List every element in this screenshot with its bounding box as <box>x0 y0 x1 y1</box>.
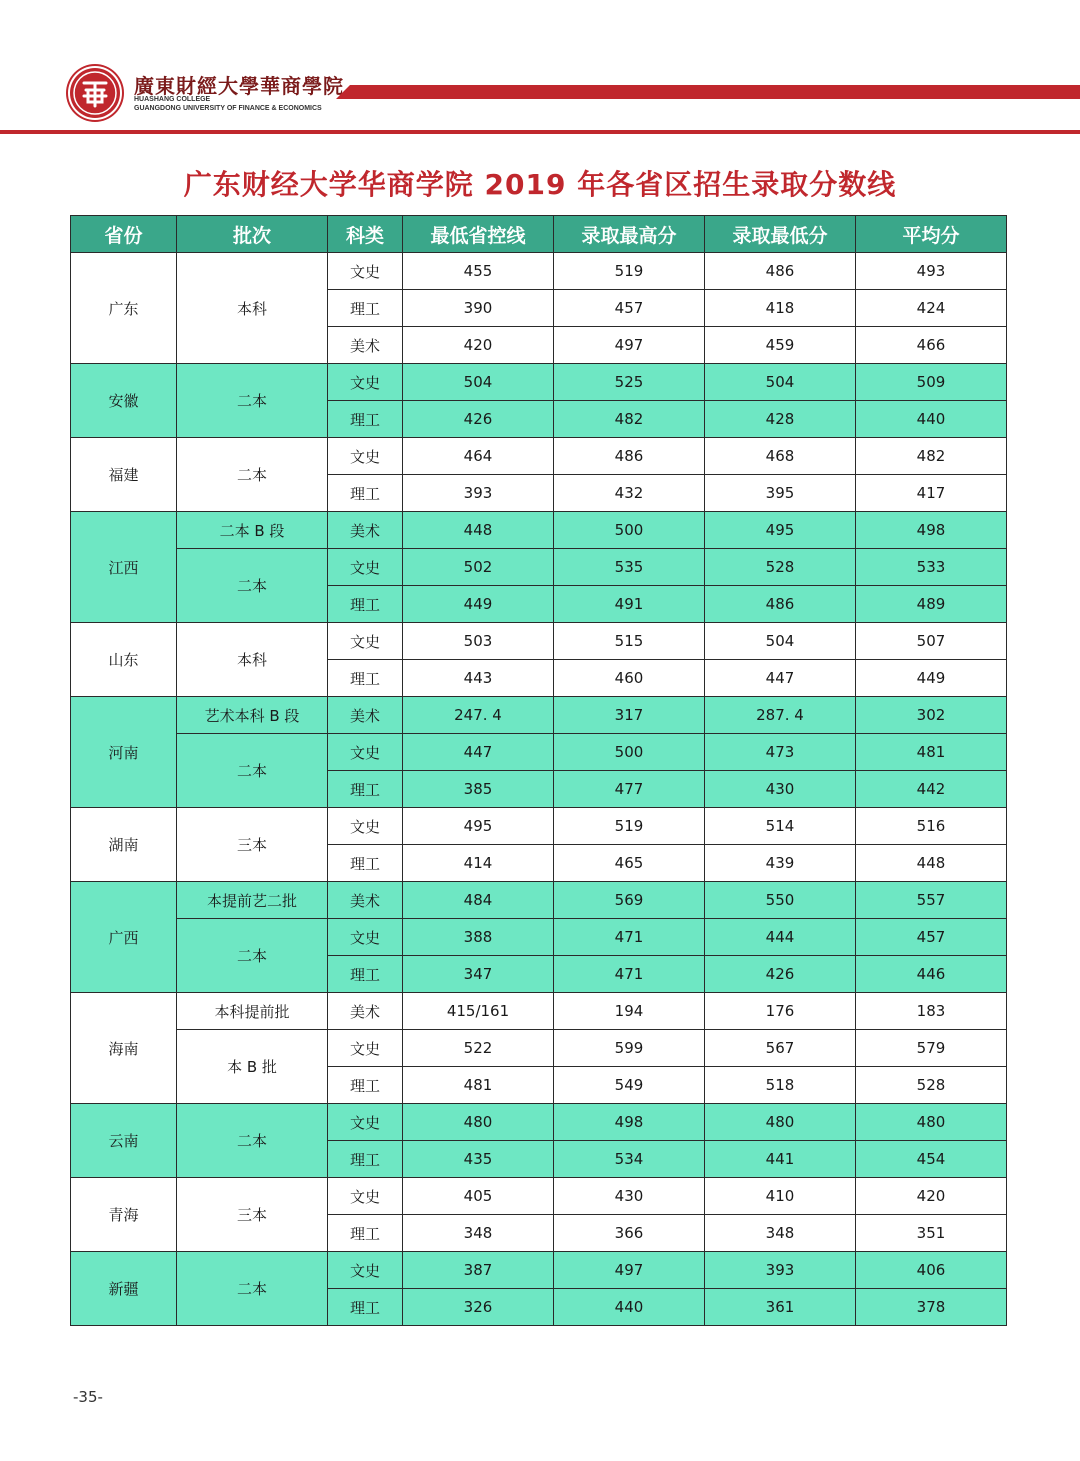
min-control-line-cell: 426 <box>403 401 554 438</box>
min-score-cell: 473 <box>705 734 856 771</box>
min-score-cell: 550 <box>705 882 856 919</box>
min-score-cell: 486 <box>705 253 856 290</box>
batch-cell: 三本 <box>177 1178 328 1252</box>
batch-cell: 二本 B 段 <box>177 512 328 549</box>
min-score-cell: 504 <box>705 364 856 401</box>
avg-score-cell: 302 <box>856 697 1007 734</box>
category-cell: 文史 <box>328 1030 403 1067</box>
max-score-cell: 549 <box>554 1067 705 1104</box>
province-cell: 新疆 <box>71 1252 177 1326</box>
max-score-cell: 519 <box>554 253 705 290</box>
table-row <box>71 623 1007 660</box>
table-row <box>71 1030 1007 1067</box>
table-body <box>71 253 1007 1326</box>
table-row <box>71 1252 1007 1289</box>
col-header-category: 科类 <box>328 216 403 253</box>
table-row <box>71 253 1007 290</box>
min-score-cell: 468 <box>705 438 856 475</box>
min-control-line-cell: 447 <box>403 734 554 771</box>
max-score-cell: 432 <box>554 475 705 512</box>
batch-cell: 二本 <box>177 1252 328 1326</box>
table-row <box>71 364 1007 401</box>
min-score-cell: 528 <box>705 549 856 586</box>
category-cell: 文史 <box>328 623 403 660</box>
category-cell: 文史 <box>328 364 403 401</box>
min-score-cell: 441 <box>705 1141 856 1178</box>
table-row <box>71 512 1007 549</box>
avg-score-cell: 448 <box>856 845 1007 882</box>
min-control-line-cell: 443 <box>403 660 554 697</box>
batch-cell: 三本 <box>177 808 328 882</box>
avg-score-cell: 442 <box>856 771 1007 808</box>
batch-cell: 本科 <box>177 623 328 697</box>
college-logo-icon <box>70 68 120 118</box>
min-control-line-cell: 420 <box>403 327 554 364</box>
admission-scores-table <box>70 215 1007 1326</box>
max-score-cell: 457 <box>554 290 705 327</box>
avg-score-cell: 424 <box>856 290 1007 327</box>
min-control-line-cell: 480 <box>403 1104 554 1141</box>
max-score-cell: 440 <box>554 1289 705 1326</box>
category-cell: 文史 <box>328 1178 403 1215</box>
max-score-cell: 500 <box>554 734 705 771</box>
max-score-cell: 366 <box>554 1215 705 1252</box>
category-cell: 理工 <box>328 845 403 882</box>
max-score-cell: 500 <box>554 512 705 549</box>
min-control-line-cell: 449 <box>403 586 554 623</box>
category-cell: 理工 <box>328 1067 403 1104</box>
avg-score-cell: 498 <box>856 512 1007 549</box>
max-score-cell: 535 <box>554 549 705 586</box>
min-score-cell: 361 <box>705 1289 856 1326</box>
min-control-line-cell: 502 <box>403 549 554 586</box>
min-control-line-cell: 247. 4 <box>403 697 554 734</box>
min-score-cell: 418 <box>705 290 856 327</box>
min-score-cell: 410 <box>705 1178 856 1215</box>
table-row <box>71 808 1007 845</box>
min-control-line-cell: 495 <box>403 808 554 845</box>
max-score-cell: 471 <box>554 956 705 993</box>
table-row <box>71 1178 1007 1215</box>
min-control-line-cell: 393 <box>403 475 554 512</box>
min-score-cell: 430 <box>705 771 856 808</box>
min-control-line-cell: 481 <box>403 1067 554 1104</box>
avg-score-cell: 516 <box>856 808 1007 845</box>
min-control-line-cell: 448 <box>403 512 554 549</box>
min-score-cell: 439 <box>705 845 856 882</box>
max-score-cell: 477 <box>554 771 705 808</box>
batch-cell: 本 B 批 <box>177 1030 328 1104</box>
category-cell: 理工 <box>328 475 403 512</box>
category-cell: 美术 <box>328 993 403 1030</box>
header-red-rule <box>0 130 1080 134</box>
max-score-cell: 534 <box>554 1141 705 1178</box>
max-score-cell: 497 <box>554 1252 705 1289</box>
min-score-cell: 480 <box>705 1104 856 1141</box>
avg-score-cell: 493 <box>856 253 1007 290</box>
batch-cell: 本科提前批 <box>177 993 328 1030</box>
min-control-line-cell: 388 <box>403 919 554 956</box>
avg-score-cell: 579 <box>856 1030 1007 1067</box>
min-score-cell: 428 <box>705 401 856 438</box>
province-cell: 湖南 <box>71 808 177 882</box>
min-control-line-cell: 390 <box>403 290 554 327</box>
avg-score-cell: 482 <box>856 438 1007 475</box>
batch-cell: 本提前艺二批 <box>177 882 328 919</box>
college-name-en-1: HUASHANG COLLEGE <box>134 96 211 103</box>
min-score-cell: 444 <box>705 919 856 956</box>
table-row <box>71 993 1007 1030</box>
avg-score-cell: 406 <box>856 1252 1007 1289</box>
min-score-cell: 486 <box>705 586 856 623</box>
batch-cell: 艺术本科 B 段 <box>177 697 328 734</box>
avg-score-cell: 557 <box>856 882 1007 919</box>
province-cell: 江西 <box>71 512 177 623</box>
max-score-cell: 471 <box>554 919 705 956</box>
category-cell: 文史 <box>328 1104 403 1141</box>
category-cell: 理工 <box>328 1215 403 1252</box>
min-score-cell: 459 <box>705 327 856 364</box>
table-row <box>71 438 1007 475</box>
batch-cell: 二本 <box>177 1104 328 1178</box>
avg-score-cell: 417 <box>856 475 1007 512</box>
page-title: 广东财经大学华商学院 2019 年各省区招生录取分数线 <box>183 168 897 201</box>
min-control-line-cell: 405 <box>403 1178 554 1215</box>
category-cell: 理工 <box>328 1289 403 1326</box>
avg-score-cell: 466 <box>856 327 1007 364</box>
category-cell: 美术 <box>328 882 403 919</box>
min-score-cell: 426 <box>705 956 856 993</box>
max-score-cell: 519 <box>554 808 705 845</box>
category-cell: 理工 <box>328 660 403 697</box>
province-cell: 云南 <box>71 1104 177 1178</box>
page-header <box>0 0 1080 140</box>
category-cell: 文史 <box>328 549 403 586</box>
table-row <box>71 919 1007 956</box>
max-score-cell: 486 <box>554 438 705 475</box>
min-score-cell: 447 <box>705 660 856 697</box>
min-control-line-cell: 435 <box>403 1141 554 1178</box>
table-row <box>71 1104 1007 1141</box>
batch-cell: 二本 <box>177 734 328 808</box>
avg-score-cell: 509 <box>856 364 1007 401</box>
category-cell: 文史 <box>328 1252 403 1289</box>
avg-score-cell: 528 <box>856 1067 1007 1104</box>
min-control-line-cell: 522 <box>403 1030 554 1067</box>
province-cell: 安徽 <box>71 364 177 438</box>
batch-cell: 本科 <box>177 253 328 364</box>
min-score-cell: 514 <box>705 808 856 845</box>
category-cell: 文史 <box>328 734 403 771</box>
province-cell: 青海 <box>71 1178 177 1252</box>
min-control-line-cell: 347 <box>403 956 554 993</box>
min-control-line-cell: 414 <box>403 845 554 882</box>
category-cell: 文史 <box>328 808 403 845</box>
province-cell: 河南 <box>71 697 177 808</box>
category-cell: 美术 <box>328 512 403 549</box>
max-score-cell: 497 <box>554 327 705 364</box>
avg-score-cell: 183 <box>856 993 1007 1030</box>
table-row <box>71 734 1007 771</box>
province-cell: 山东 <box>71 623 177 697</box>
min-control-line-cell: 385 <box>403 771 554 808</box>
table-row <box>71 697 1007 734</box>
batch-cell: 二本 <box>177 438 328 512</box>
avg-score-cell: 489 <box>856 586 1007 623</box>
min-score-cell: 393 <box>705 1252 856 1289</box>
category-cell: 文史 <box>328 438 403 475</box>
header-red-band <box>336 85 1080 99</box>
avg-score-cell: 440 <box>856 401 1007 438</box>
col-header-avg-score: 平均分 <box>856 216 1007 253</box>
min-control-line-cell: 504 <box>403 364 554 401</box>
category-cell: 理工 <box>328 290 403 327</box>
min-control-line-cell: 484 <box>403 882 554 919</box>
avg-score-cell: 481 <box>856 734 1007 771</box>
table-row <box>71 882 1007 919</box>
max-score-cell: 491 <box>554 586 705 623</box>
batch-cell: 二本 <box>177 364 328 438</box>
province-cell: 广西 <box>71 882 177 993</box>
batch-cell: 二本 <box>177 549 328 623</box>
table-row <box>71 549 1007 586</box>
category-cell: 美术 <box>328 697 403 734</box>
category-cell: 理工 <box>328 1141 403 1178</box>
avg-score-cell: 454 <box>856 1141 1007 1178</box>
max-score-cell: 430 <box>554 1178 705 1215</box>
min-score-cell: 567 <box>705 1030 856 1067</box>
max-score-cell: 460 <box>554 660 705 697</box>
col-header-min-control-line: 最低省控线 <box>403 216 554 253</box>
avg-score-cell: 480 <box>856 1104 1007 1141</box>
min-control-line-cell: 464 <box>403 438 554 475</box>
avg-score-cell: 507 <box>856 623 1007 660</box>
category-cell: 理工 <box>328 956 403 993</box>
min-control-line-cell: 455 <box>403 253 554 290</box>
min-control-line-cell: 503 <box>403 623 554 660</box>
max-score-cell: 465 <box>554 845 705 882</box>
avg-score-cell: 378 <box>856 1289 1007 1326</box>
category-cell: 理工 <box>328 401 403 438</box>
min-score-cell: 176 <box>705 993 856 1030</box>
category-cell: 美术 <box>328 327 403 364</box>
category-cell: 理工 <box>328 586 403 623</box>
min-score-cell: 504 <box>705 623 856 660</box>
min-score-cell: 395 <box>705 475 856 512</box>
max-score-cell: 599 <box>554 1030 705 1067</box>
college-name-en-2: GUANGDONG UNIVERSITY OF FINANCE & ECONOMICS <box>134 105 322 112</box>
province-cell: 海南 <box>71 993 177 1104</box>
avg-score-cell: 351 <box>856 1215 1007 1252</box>
max-score-cell: 482 <box>554 401 705 438</box>
min-control-line-cell: 415/161 <box>403 993 554 1030</box>
min-score-cell: 348 <box>705 1215 856 1252</box>
col-header-batch: 批次 <box>177 216 328 253</box>
col-header-max-score: 录取最高分 <box>554 216 705 253</box>
page-number: -35- <box>73 1388 103 1406</box>
max-score-cell: 317 <box>554 697 705 734</box>
min-control-line-cell: 387 <box>403 1252 554 1289</box>
college-name-cn: 廣東財經大學華商學院 <box>134 74 344 98</box>
min-control-line-cell: 348 <box>403 1215 554 1252</box>
min-score-cell: 495 <box>705 512 856 549</box>
province-cell: 广东 <box>71 253 177 364</box>
min-control-line-cell: 326 <box>403 1289 554 1326</box>
category-cell: 理工 <box>328 771 403 808</box>
avg-score-cell: 457 <box>856 919 1007 956</box>
category-cell: 文史 <box>328 253 403 290</box>
col-header-min-score: 录取最低分 <box>705 216 856 253</box>
batch-cell: 二本 <box>177 919 328 993</box>
avg-score-cell: 420 <box>856 1178 1007 1215</box>
max-score-cell: 569 <box>554 882 705 919</box>
max-score-cell: 515 <box>554 623 705 660</box>
min-score-cell: 287. 4 <box>705 697 856 734</box>
max-score-cell: 194 <box>554 993 705 1030</box>
avg-score-cell: 449 <box>856 660 1007 697</box>
avg-score-cell: 533 <box>856 549 1007 586</box>
min-score-cell: 518 <box>705 1067 856 1104</box>
max-score-cell: 498 <box>554 1104 705 1141</box>
col-header-province: 省份 <box>71 216 177 253</box>
category-cell: 文史 <box>328 919 403 956</box>
province-cell: 福建 <box>71 438 177 512</box>
avg-score-cell: 446 <box>856 956 1007 993</box>
table-header-row <box>71 216 1007 253</box>
max-score-cell: 525 <box>554 364 705 401</box>
